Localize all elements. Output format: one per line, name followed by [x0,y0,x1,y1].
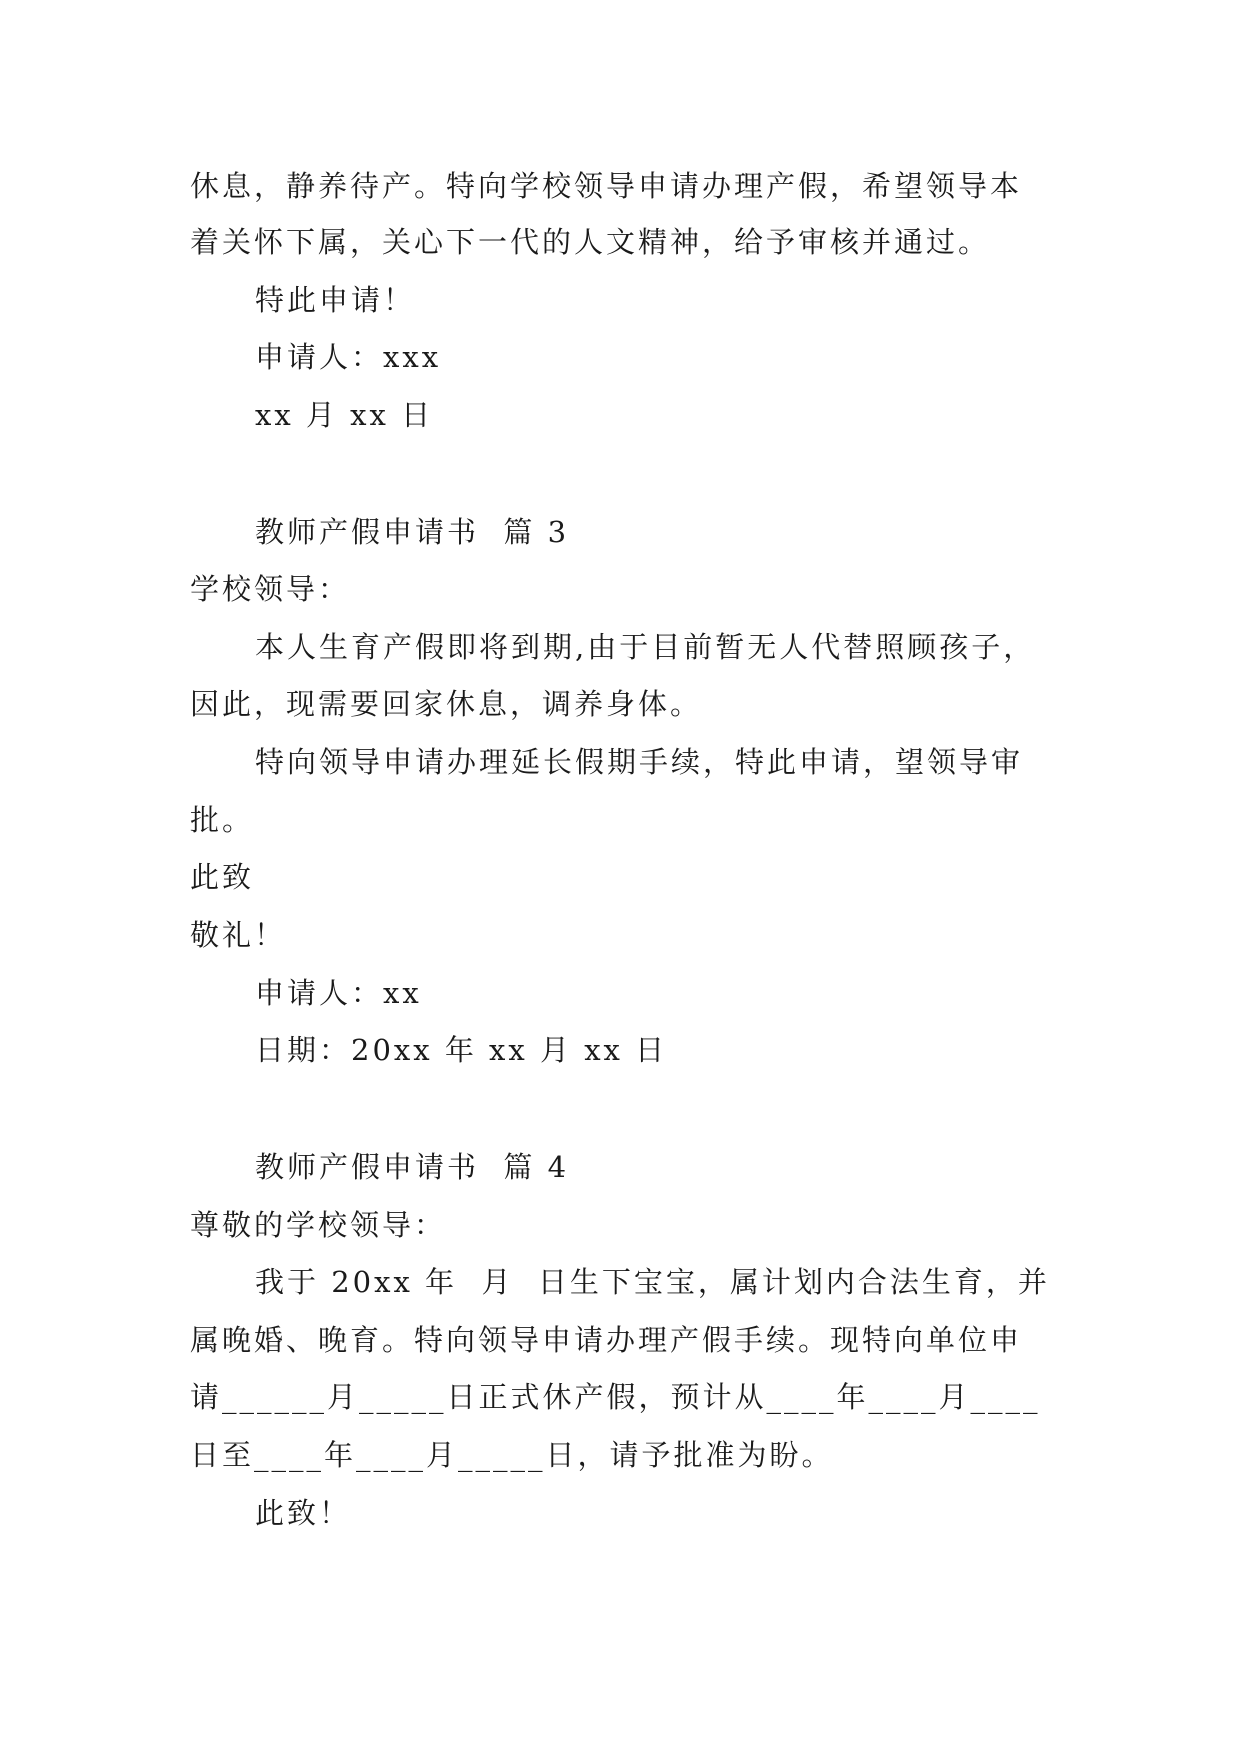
applicant-line: 申请人：xx [255,976,422,1010]
paragraph-line: 着关怀下属，关心下一代的人文精神，给予审核并通过。 [190,225,991,259]
paragraph-line: 日至____年____月_____日，请予批准为盼。 [190,1438,834,1472]
section-heading: 教师产假申请书 篇 3 [255,515,570,549]
salutation: 尊敬的学校领导： [190,1208,447,1242]
date-line: xx 月 xx 日 [255,398,434,432]
salutation: 学校领导： [190,572,351,606]
paragraph-line: 本人生育产假即将到期,由于目前暂无人代替照顾孩子， [255,630,1036,664]
applicant-line: 申请人：xxx [255,340,442,374]
paragraph-line: 因此，现需要回家休息，调养身体。 [190,687,703,721]
paragraph-line: 特向领导申请办理延长假期手续，特此申请，望领导审 [255,745,1024,779]
paragraph-line: 休息，静养待产。特向学校领导申请办理产假，希望领导本 [190,169,1023,203]
paragraph-line: 请______月_____日正式休产假，预计从____年____月____ [190,1380,1041,1414]
closing-line: 此致 [190,860,255,894]
paragraph-line: 批。 [190,803,255,837]
paragraph-line: 属晚婚、晚育。特向领导申请办理产假手续。现特向单位申 [190,1323,1023,1357]
closing-line: 敬礼！ [190,918,287,952]
paragraph-line: 我于 20xx 年 月 日生下宝宝，属计划内合法生育，并 [255,1265,1050,1299]
section-heading: 教师产假申请书 篇 4 [255,1150,570,1184]
date-line: 日期：20xx 年 xx 月 xx 日 [255,1033,668,1067]
closing-line: 此致！ [255,1496,352,1530]
closing-line: 特此申请！ [255,283,416,317]
